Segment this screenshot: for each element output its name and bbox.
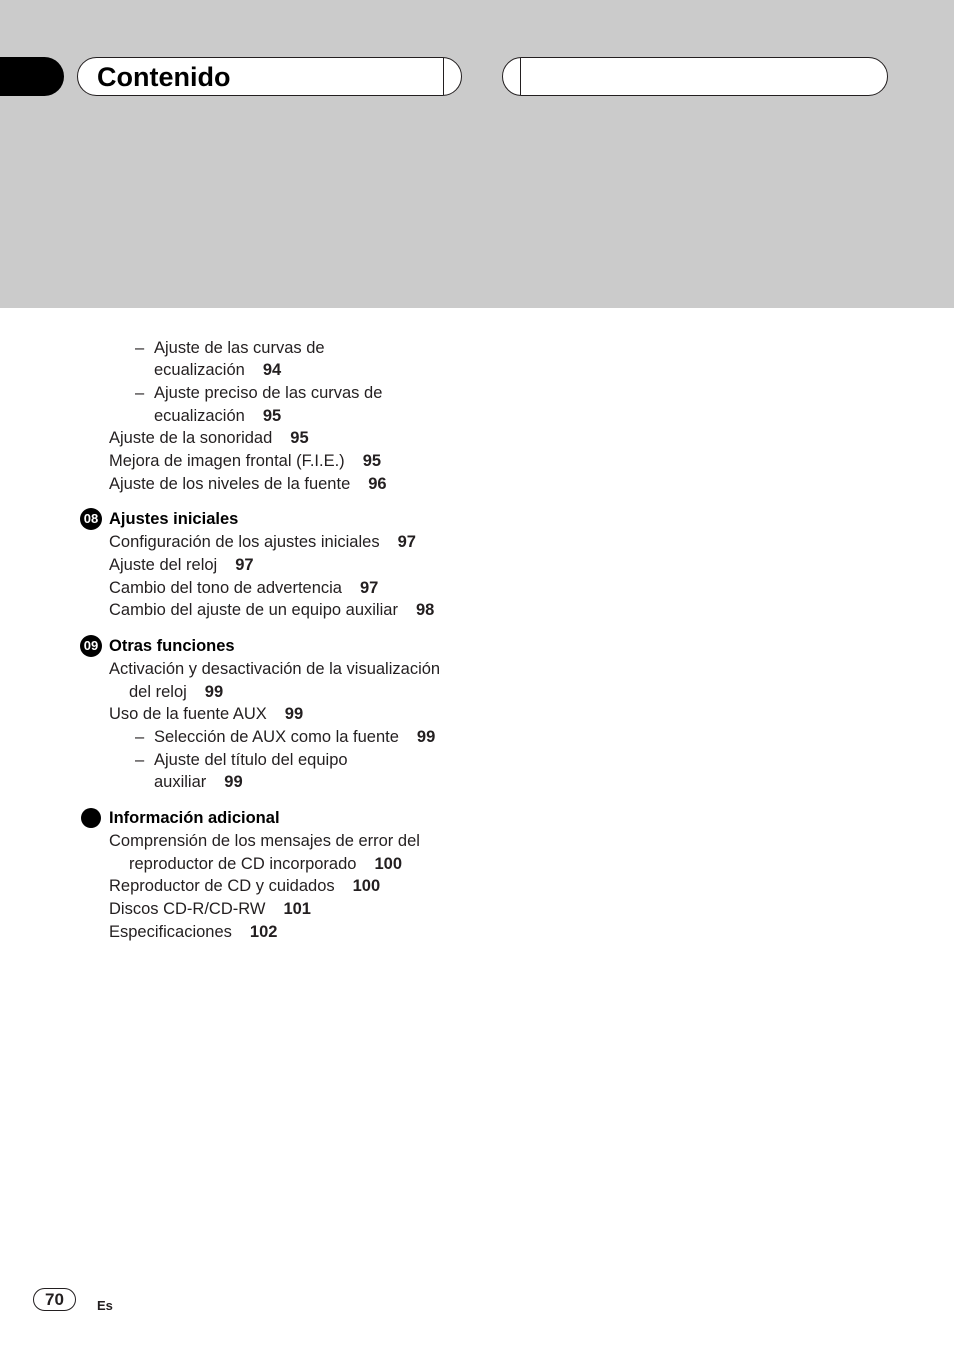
section-heading[interactable]: Otras funciones <box>109 637 235 655</box>
section-heading[interactable]: Información adicional <box>109 809 280 827</box>
page-ref: 94 <box>262 361 282 379</box>
toc-entry[interactable]: Activación y desactivación de la visualización <box>109 660 441 678</box>
toc-entry[interactable]: Selección de AUX como la fuente 99 <box>154 728 436 746</box>
toc-entry[interactable]: Cambio del tono de advertencia 97 <box>109 579 379 597</box>
page-ref: 100 <box>352 877 381 895</box>
toc-entry[interactable]: Uso de la fuente AUX 99 <box>109 705 304 723</box>
toc-entry[interactable]: Ajuste del título del equipo <box>154 751 348 769</box>
page-title: Contenido <box>97 62 231 92</box>
page-ref: 99 <box>284 705 304 723</box>
toc-entry-cont[interactable]: ecualización 95 <box>154 407 282 425</box>
page-ref: 101 <box>283 900 311 918</box>
toc-entry[interactable]: Especificaciones 102 <box>109 923 278 941</box>
toc-entry[interactable]: Ajuste del reloj 97 <box>109 556 254 574</box>
toc-entry[interactable]: Ajuste preciso de las curvas de <box>154 384 383 402</box>
toc-entry-cont[interactable]: del reloj 99 <box>129 683 224 701</box>
page-number: 70 <box>33 1288 76 1311</box>
page-ref: 102 <box>249 923 278 941</box>
section-badge: 09 <box>80 635 102 657</box>
dash-bullet: – <box>135 751 145 769</box>
dash-bullet: – <box>135 384 145 402</box>
page-ref: 97 <box>359 579 379 597</box>
page-ref: 99 <box>224 773 243 791</box>
toc-entry[interactable]: Discos CD-R/CD-RW 101 <box>109 900 311 918</box>
toc-entry[interactable]: Ajuste de las curvas de <box>154 339 325 357</box>
section-badge-dot-icon <box>81 808 101 828</box>
toc-entry[interactable]: Ajuste de la sonoridad 95 <box>109 429 309 447</box>
page-ref: 100 <box>374 855 402 873</box>
page-ref: 96 <box>368 475 387 493</box>
page-ref: 97 <box>235 556 254 574</box>
toc-entry-cont[interactable]: ecualización 94 <box>154 361 282 379</box>
toc-entry[interactable]: Comprensión de los mensajes de error del <box>109 832 420 850</box>
page-ref: 95 <box>262 407 282 425</box>
language-code: Es <box>97 1298 113 1313</box>
page-ref: 99 <box>416 728 436 746</box>
section-badge: 08 <box>80 508 102 530</box>
section-heading[interactable]: Ajustes iniciales <box>109 510 239 528</box>
page-ref: 98 <box>415 601 435 619</box>
dash-bullet: – <box>135 339 145 357</box>
toc-entry[interactable]: Cambio del ajuste de un equipo auxiliar 98 <box>109 601 435 619</box>
toc-entry[interactable]: Mejora de imagen frontal (F.I.E.) 95 <box>109 452 382 470</box>
page-ref: 95 <box>362 452 382 470</box>
page-ref: 97 <box>397 533 416 551</box>
toc-entry-cont[interactable]: reproductor de CD incorporado 100 <box>129 855 402 873</box>
toc-entry[interactable]: Reproductor de CD y cuidados 100 <box>109 877 381 895</box>
toc-entry[interactable]: Configuración de los ajustes iniciales 97 <box>109 533 416 551</box>
page-ref: 99 <box>204 683 224 701</box>
toc-entry-cont[interactable]: auxiliar 99 <box>154 773 243 791</box>
toc-entry[interactable]: Ajuste de los niveles de la fuente 96 <box>109 475 387 493</box>
dash-bullet: – <box>135 728 145 746</box>
page-ref: 95 <box>290 429 309 447</box>
